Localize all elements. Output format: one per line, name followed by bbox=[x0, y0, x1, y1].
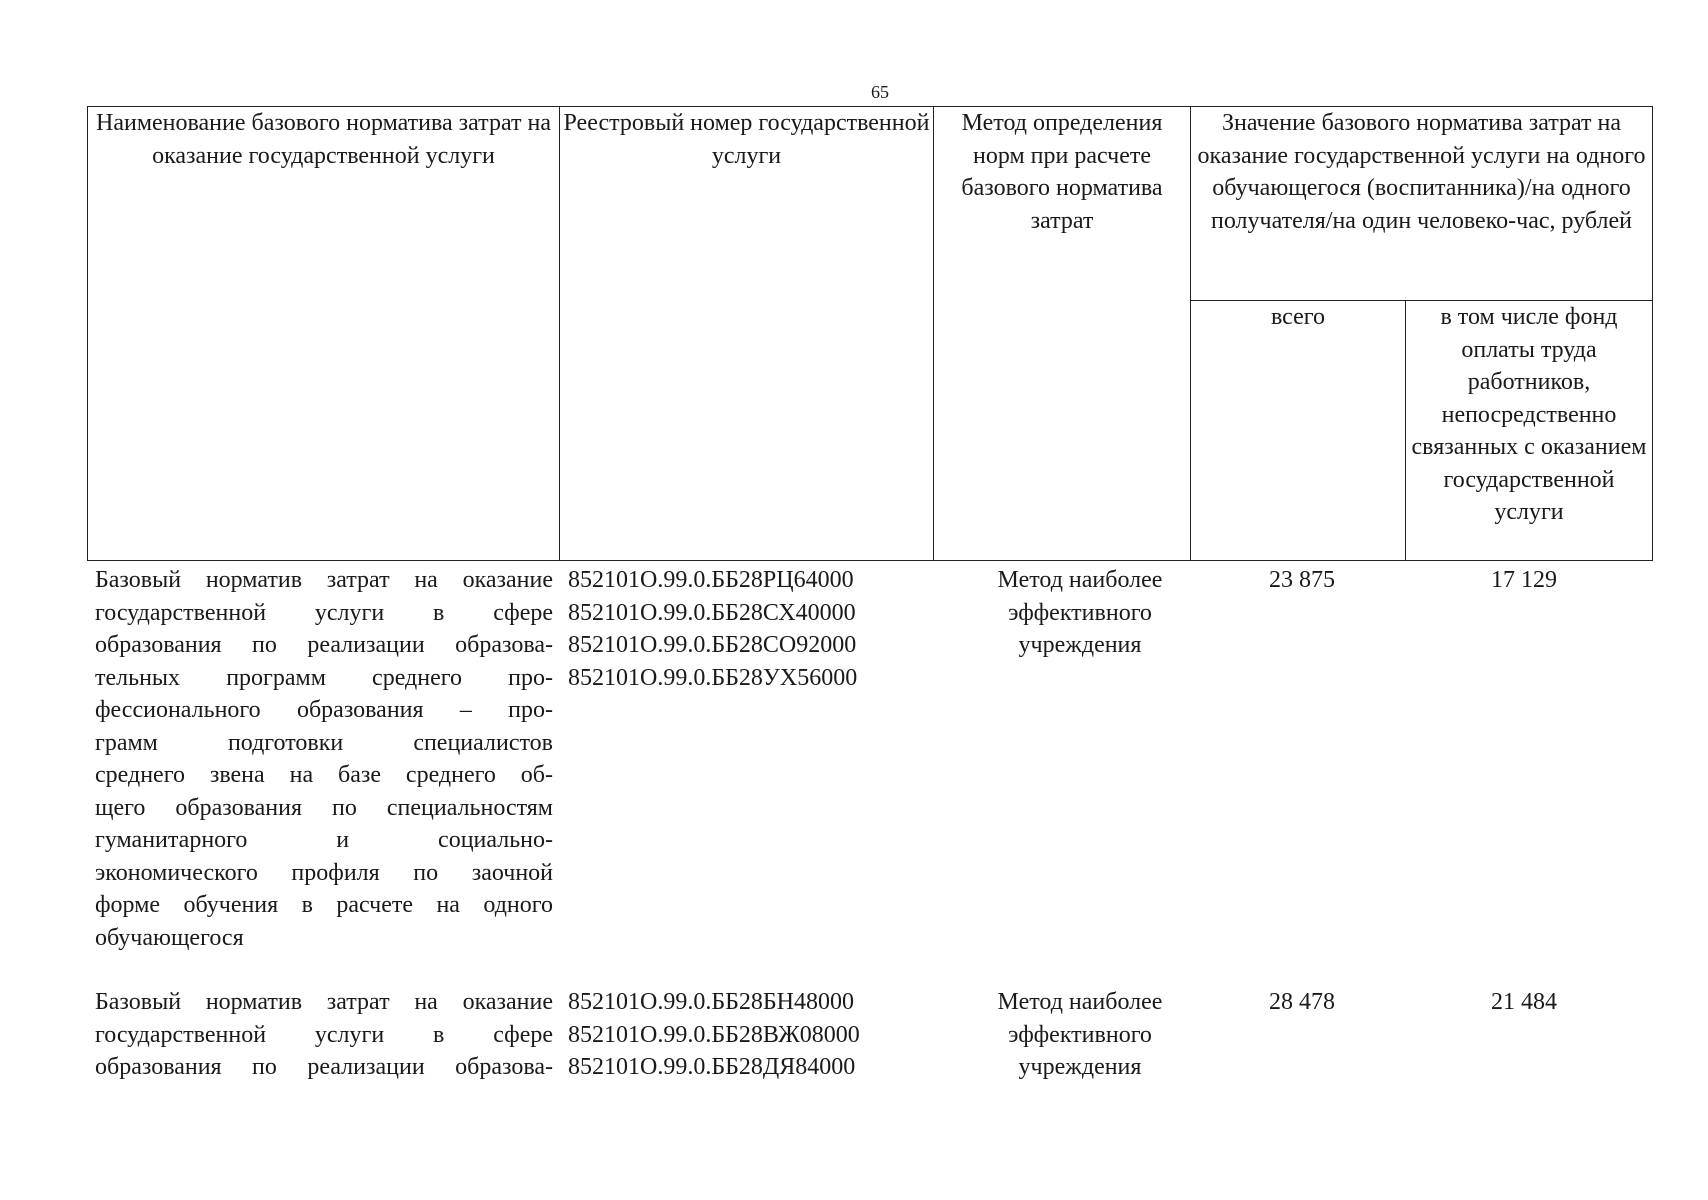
value-total: 23 875 bbox=[1269, 567, 1335, 593]
header-norm-name: Наименование базового норматива затрат на оказание государственной услуги bbox=[88, 107, 560, 561]
method: Метод наиболее эффективного учреждения bbox=[997, 567, 1163, 658]
header-method: Метод определения норм при расчете базового норматива затрат bbox=[934, 107, 1191, 561]
norms-table-header bbox=[87, 106, 1653, 561]
registry-numbers: 852101О.99.0.ББ28БН48000 852101О.99.0.ББ28ВЖ08000 852101О.99.0.ББ28ДЯ84000 bbox=[568, 989, 860, 1080]
method: Метод наиболее эффективного учреждения bbox=[997, 989, 1163, 1080]
registry-numbers: 852101О.99.0.ББ28РЦ64000 852101О.99.0.ББ28СХ40000 852101О.99.0.ББ28СО92000 852101О.99.0.ББ28УХ56000 bbox=[568, 567, 858, 691]
norm-name: Базовый норматив затрат на оказание государственной услуги в сфере образования по реализации образова- тельных программ среднего про- фессионального образования – про- грамм подготовки специалистов среднего звена на базе среднего об- щего образования по специальностям гуманитарного и социально- экономического профиля по заочной форме обучения в расчете на одного обучающегося bbox=[95, 567, 553, 951]
value-payroll: 17 129 bbox=[1491, 567, 1557, 593]
value-total: 28 478 bbox=[1269, 989, 1335, 1015]
norm-name: Базовый норматив затрат на оказание государственной услуги в сфере образования по реализации образова- bbox=[95, 989, 553, 1080]
header-payroll: в том числе фонд оплаты труда работников, непосредственно связанных с оказанием государственной услуги bbox=[1406, 301, 1653, 561]
header-norm-value: Значение базового норматива затрат на оказание государственной услуги на одного обучающегося (воспитанника)/на одного получателя/на один человеко-час, рублей bbox=[1191, 107, 1653, 301]
value-payroll: 21 484 bbox=[1491, 989, 1557, 1015]
header-total: всего bbox=[1191, 301, 1406, 561]
header-registry-number: Реестровый номер государственной услуги bbox=[560, 107, 934, 561]
page-number: 65 bbox=[871, 82, 889, 102]
